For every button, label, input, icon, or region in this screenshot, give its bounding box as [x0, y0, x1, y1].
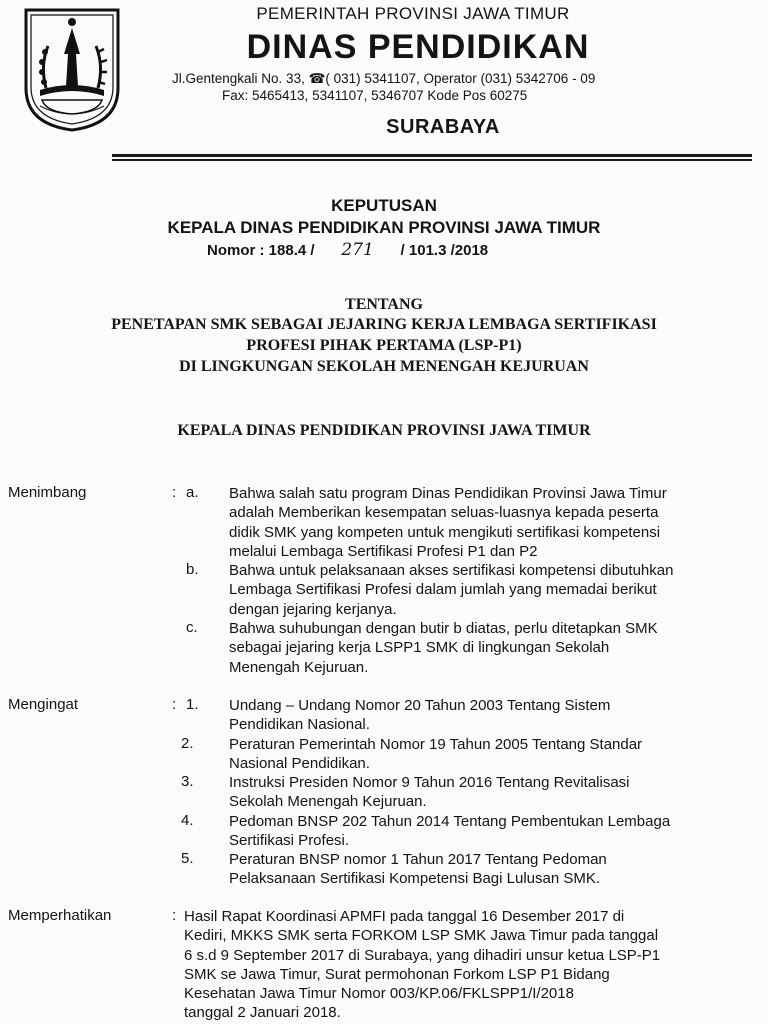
department-address: [172, 70, 732, 104]
memperhatikan-text: [184, 907, 754, 1023]
mengingat-label: Mengingat: [8, 696, 79, 713]
department-name: DINAS PENDIDIKAN: [246, 28, 590, 66]
provincial-emblem-logo: [18, 6, 126, 132]
subject-about: TENTANG: [345, 296, 423, 313]
text-line: Bahwa suhubungan dengan butir b diatas, perlu ditetapkan SMK: [229, 620, 658, 637]
city-name: SURABAYA: [386, 116, 500, 138]
subject-line-2: PROFESI PIHAK PERTAMA (LSP-P1): [246, 337, 522, 354]
menimbang-item-mark: c.: [186, 619, 198, 636]
text-line: Lembaga Sertifikasi Profesi dalam jumlah yang memadai berikut: [229, 581, 657, 599]
menimbang-item-mark: b.: [186, 561, 199, 578]
text-line: melalui Lembaga Sertifikasi Profesi P1 dan P2: [229, 542, 538, 560]
subject-line-1: PENETAPAN SMK SEBAGAI JEJARING KERJA LEMBAGA SERTIFIKASI: [111, 316, 657, 333]
issuer-title: KEPALA DINAS PENDIDIKAN PROVINSI JAWA TIMUR: [167, 218, 601, 237]
text-line: Peraturan Pemerintah Nomor 19 Tahun 2005 Tentang Standar: [229, 736, 643, 753]
text-line: didik SMK yang kompeten untuk mengikuti sertifikasi kompetensi: [229, 523, 661, 541]
text-line: Instruksi Presiden Nomor 9 Tahun 2016 Tentang Revitalisasi: [229, 774, 630, 791]
text-line: Kediri, MKKS SMK serta FORKOM LSP SMK Jawa Timur pada tanggal: [184, 927, 659, 945]
mengingat-item-mark: 2.: [181, 735, 194, 752]
government-name: PEMERINTAH PROVINSI JAWA TIMUR: [256, 4, 570, 23]
text-line: tanggal 2 Januari 2018.: [184, 1004, 341, 1022]
text-line: Kesehatan Jawa Timur Nomor 003/KP.06/FKLSPP1/I/2018: [184, 985, 574, 1003]
text-line: Pendidikan Nasional.: [229, 716, 370, 734]
text-line: Sekolah Menengah Kejuruan.: [229, 793, 427, 811]
text-line: sebagai jejaring kerja LSPP1 SMK di lingkungan Sekolah: [229, 639, 610, 657]
mengingat-item-mark: 1.: [186, 696, 199, 713]
menimbang-colon: :: [172, 484, 177, 501]
decree-number: [207, 240, 488, 260]
decree-number-suffix: / 101.3 /2018: [400, 242, 489, 259]
memperhatikan-colon: :: [172, 907, 177, 924]
subject-line-3: DI LINGKUNGAN SEKOLAH MENENGAH KEJURUAN: [179, 358, 589, 375]
decree-number-handwritten: 271: [341, 240, 374, 260]
text-line: Pelaksanaan Sertifikasi Kompetensi Bagi Lulusan SMK.: [229, 870, 601, 888]
decree-number-prefix: Nomor : 188.4 /: [207, 242, 315, 259]
text-line: Menengah Kejuruan.: [229, 658, 369, 676]
mengingat-item-1: [229, 696, 764, 735]
text-line: SMK se Jawa Timur, Surat permohonan Forkom LSP P1 Bidang: [184, 965, 610, 983]
address-line-2: Fax: 5465413, 5341107, 5346707 Kode Pos 60275: [222, 88, 528, 103]
document-type: KEPUTUSAN: [331, 196, 437, 215]
menimbang-label: Menimbang: [8, 484, 87, 501]
text-line: 6 s.d 9 September 2017 di Surabaya, yang dihadiri unsur ketua LSP-P1: [184, 946, 661, 964]
decider-title: KEPALA DINAS PENDIDIKAN PROVINSI JAWA TIMUR: [177, 422, 591, 439]
menimbang-item-mark: a.: [186, 484, 199, 501]
mengingat-colon: :: [172, 696, 177, 713]
mengingat-item-mark: 5.: [181, 850, 194, 867]
mengingat-item-5: [229, 850, 764, 889]
text-line: Undang – Undang Nomor 20 Tahun 2003 Tentang Sistem: [229, 697, 611, 714]
menimbang-item-a: [229, 484, 764, 561]
mengingat-item-mark: 3.: [181, 773, 194, 790]
text-line: Hasil Rapat Koordinasi APMFI pada tanggal 16 Desember 2017 di: [184, 908, 625, 925]
memperhatikan-label: Memperhatikan: [8, 907, 112, 924]
text-line: Bahwa salah satu program Dinas Pendidikan Provinsi Jawa Timur: [229, 485, 667, 502]
text-line: Peraturan BNSP nomor 1 Tahun 2017 Tentang Pedoman: [229, 851, 607, 868]
text-line: dengan jejaring kerjanya.: [229, 600, 397, 618]
text-line: adalah Memberikan kesempatan seluas-luasnya kepada peserta: [229, 504, 659, 522]
mengingat-item-2: [229, 735, 764, 774]
letterhead-rule-thin: [112, 159, 752, 161]
letterhead-rule-thick: [112, 154, 752, 157]
mengingat-item-4: [229, 812, 764, 851]
text-line: Bahwa untuk pelaksanaan akses sertifikasi kompetensi dibutuhkan: [229, 562, 674, 579]
address-line-1: Jl.Gentengkali No. 33, ☎( 031) 5341107, Operator (031) 5342706 - 09: [172, 71, 596, 86]
mengingat-item-3: [229, 773, 764, 812]
mengingat-item-mark: 4.: [181, 812, 194, 829]
menimbang-item-b: [229, 561, 764, 619]
text-line: Nasional Pendidikan.: [229, 755, 370, 773]
text-line: Sertifikasi Profesi.: [229, 832, 350, 850]
menimbang-item-c: [229, 619, 764, 677]
text-line: Pedoman BNSP 202 Tahun 2014 Tentang Pembentukan Lembaga: [229, 813, 671, 830]
